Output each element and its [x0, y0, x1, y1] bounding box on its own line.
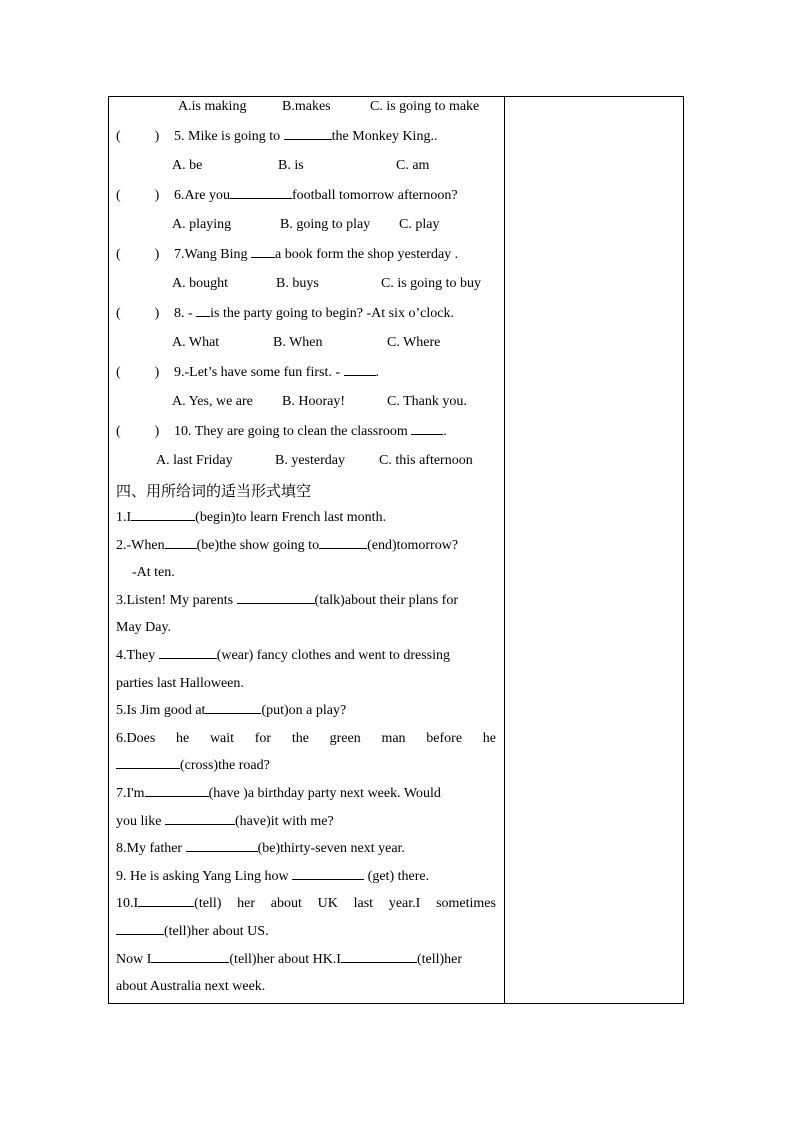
option: C. is going to make [370, 99, 480, 114]
fill-item-6: 6.Does he wait for the green man before he [116, 730, 496, 746]
answer-blank [145, 783, 209, 797]
question-5: ( ) 5. Mike is going to the Monkey King.. [116, 126, 496, 156]
answer-paren: ( ) [116, 423, 160, 439]
answer-blank [116, 755, 180, 769]
q4-options [116, 96, 496, 126]
answer-blank [237, 590, 315, 604]
option: B.makes [282, 99, 331, 114]
question-8: ( ) 8. - is the party going to begin? -At six o’clock. [116, 303, 496, 333]
option: C. Where [387, 335, 441, 350]
q6-options [116, 214, 496, 244]
answer-blank [205, 700, 261, 714]
answer-blank [341, 949, 417, 963]
answer-paren: ( ) [116, 128, 160, 144]
question-6: ( ) 6.Are you football tomorrow afternoon? [116, 185, 496, 215]
answer-paren: ( ) [116, 246, 160, 262]
answer-blank [131, 507, 195, 521]
fill-item-10-cont: (tell)her about US. [116, 921, 496, 949]
q10-options [116, 450, 496, 480]
question-7: ( ) 7.Wang Bing a book form the shop yesterday . [116, 244, 496, 274]
option: A. be [172, 158, 203, 173]
option: A. last Friday [156, 453, 233, 468]
option: C. play [399, 217, 440, 232]
q7-options [116, 273, 496, 303]
fill-item-9: 9. He is asking Yang Ling how (get) there. [116, 866, 496, 894]
answer-blank [151, 949, 229, 963]
option: B. buys [276, 276, 319, 291]
option: A.is making [178, 99, 247, 114]
answer-blank [186, 838, 258, 852]
option: C. am [396, 158, 430, 173]
q5-options [116, 155, 496, 185]
answer-blank [116, 921, 164, 935]
fill-item-10b: Now I (tell)her about HK.I (tell)her [116, 949, 496, 977]
option: B. is [278, 158, 304, 173]
fill-item-1: 1.I (begin)to learn French last month. [116, 507, 496, 535]
answer-paren: ( ) [116, 187, 160, 203]
option: B. When [273, 335, 323, 350]
answer-blank [344, 362, 376, 376]
option: B. yesterday [275, 453, 345, 468]
question-9: ( ) 9.-Let’s have some fun first. - . [116, 362, 496, 392]
option: C. this afternoon [379, 453, 473, 468]
option: A. Yes, we are [172, 394, 253, 409]
fill-item-3: 3.Listen! My parents (talk)about their plans for [116, 590, 496, 618]
fill-item-3-cont: May Day. [116, 620, 172, 636]
fill-item-5: 5.Is Jim good at (put)on a play? [116, 700, 496, 728]
option: A. playing [172, 217, 232, 232]
fill-item-10b-cont: about Australia next week. [116, 979, 266, 995]
answer-blank [284, 126, 332, 140]
answer-blank [230, 185, 292, 199]
fill-item-4: 4.They (wear) fancy clothes and went to dressing [116, 645, 496, 673]
fill-item-4-cont: parties last Halloween. [116, 675, 244, 691]
answer-blank [165, 535, 197, 549]
fill-item-6-cont: (cross)the road? [116, 755, 496, 783]
fill-item-7: 7.I'm (have )a birthday party next week. Would [116, 783, 496, 811]
answer-blank [251, 244, 275, 258]
fill-item-7-cont: you like (have)it with me? [116, 811, 496, 839]
fill-item-2-answer: -At ten. [132, 565, 175, 581]
section-heading: 四、用所给词的适当形式填空 [116, 481, 312, 500]
fill-item-8: 8.My father (be)thirty-seven next year. [116, 838, 496, 866]
option: C. Thank you. [387, 394, 467, 409]
answer-blank [138, 893, 194, 907]
column-divider [504, 97, 505, 1003]
option: C. is going to buy [381, 276, 481, 291]
answer-blank [411, 421, 443, 435]
fill-item-2: 2.-When (be)the show going to (end)tomorrow? [116, 535, 496, 563]
q8-options [116, 332, 496, 362]
answer-paren: ( ) [116, 305, 160, 321]
option: B. Hooray! [282, 394, 345, 409]
answer-blank [319, 535, 367, 549]
answer-blank [159, 645, 217, 659]
option: A. What [172, 335, 220, 350]
answer-blank [292, 866, 364, 880]
answer-blank [196, 303, 210, 317]
question-10: ( ) 10. They are going to clean the classroom . [116, 421, 496, 451]
left-column-content [116, 96, 496, 1004]
q9-options [116, 391, 496, 421]
option: A. bought [172, 276, 228, 291]
answer-blank [165, 811, 235, 825]
fill-item-10: 10.I (tell) her about UK last year.I sometimes [116, 893, 496, 921]
answer-paren: ( ) [116, 364, 160, 380]
option: B. going to play [280, 217, 371, 232]
